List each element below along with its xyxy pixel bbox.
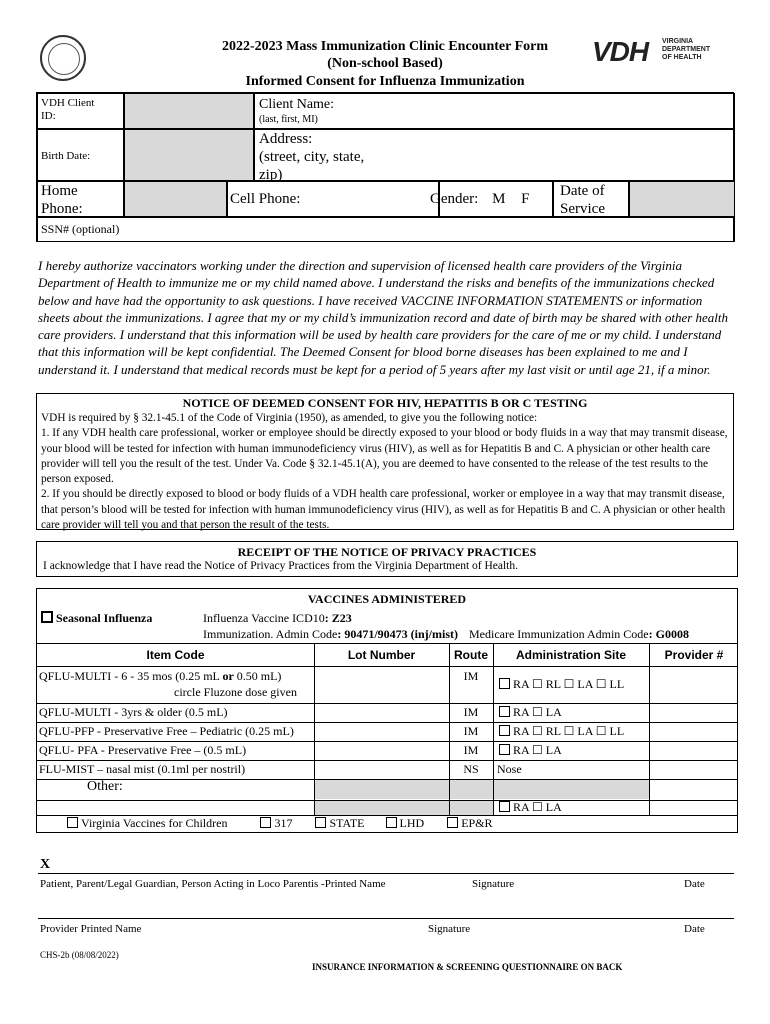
row-route: IM <box>463 669 479 683</box>
row-route: NS <box>463 762 479 776</box>
table-row: FLU-MIST – nasal mist (0.1ml per nostril) <box>39 762 246 776</box>
table-row: QFLU-MULTI - 3yrs & older (0.5 mL) <box>39 705 228 719</box>
vdh-logo: VDH <box>592 36 649 67</box>
row-site[interactable]: RA ☐ RL ☐ LA ☐ LL <box>499 677 624 692</box>
gender-field[interactable]: Gender: M F <box>439 181 553 217</box>
provider-date-label: Date <box>684 923 705 935</box>
row-site[interactable]: RA ☐ LA <box>499 743 562 758</box>
x-mark: X <box>40 857 51 872</box>
consent-paragraph: I hereby authorize vaccinators working under the direction and supervision of licensed health care providers of the Virginia Department of Health to immunize me or my child named above. I understand the risks and benefits of the immunizations checked below and have had the opportunity to ask questions. I have received VACCINE INFORMATION STATEMENTS or information sheets about the immunizations. I agree that my or my child’s immunization record and date of birth may be shared with other health care providers. I understand that this information will be used by health care providers for the care of me or my child. I understand that this information will be kept confidential. The Deemed Consent for blood borne diseases has been explained to me and I understand it. I understand that medical records must be kept for a period of 5 years after my last visit or until age 21, if a minor. <box>38 258 729 377</box>
deemed-consent-item-1: 1. If any VDH health care professional, worker or employee should be directly exposed to your blood or body fluids in a way that may transmit disease, your blood will be tested for infection with human immunodeficiency virus (HIV), as well as for Hepatitis B and C. A physician or other health care provider will tell you the result of the test. Under Va. Code § 32.1-45.1(A), you are deemed to have consented to the release of the test results to the person exposed. <box>41 427 728 486</box>
home-phone-label: Home Phone: <box>37 181 124 217</box>
other-site[interactable]: RA ☐ LA <box>499 800 562 815</box>
signature-label: Signature <box>472 878 515 890</box>
back-page-note: INSURANCE INFORMATION & SCREENING QUESTIONNAIRE ON BACK <box>312 962 623 972</box>
vfc-line[interactable]: Virginia Vaccines for Children 317 STATE LHD EP&R <box>67 816 493 831</box>
table-row: QFLU-MULTI - 6 - 35 mos (0.25 mL or 0.50 mL) <box>39 669 282 683</box>
provider-signature-line[interactable] <box>38 918 734 919</box>
col-item-code: Item Code <box>146 648 205 662</box>
date-of-service-field[interactable] <box>629 181 735 217</box>
date-of-service-label: Date of Service <box>553 181 629 217</box>
admin-code-line: Immunization. Admin Code: 90471/90473 (inj/mist) Medicare Immunization Admin Code: G0008 <box>203 627 689 641</box>
deemed-consent-heading: NOTICE OF DEEMED CONSENT FOR HIV, HEPATITIS B OR C TESTING <box>182 396 588 410</box>
client-id-field[interactable] <box>124 93 254 129</box>
vaccines-heading: VACCINES ADMINISTERED <box>307 592 467 606</box>
ssn-field[interactable]: SSN# (optional) <box>37 217 735 242</box>
checkbox-icon <box>41 611 53 623</box>
birth-date-field[interactable] <box>124 129 254 181</box>
row-site: Nose <box>497 762 522 776</box>
patient-signature-line[interactable] <box>38 873 734 874</box>
icd-line: Influenza Vaccine ICD10: Z23 <box>203 611 352 625</box>
privacy-text: I acknowledge that I have read the Notice of Privacy Practices from the Virginia Department of Health. <box>43 560 518 572</box>
seasonal-influenza-checkbox[interactable]: Seasonal Influenza <box>41 611 152 626</box>
cell-phone-field[interactable]: Cell Phone: <box>227 181 439 217</box>
vdh-logo-subtitle: VIRGINIA DEPARTMENT OF HEALTH <box>662 38 711 61</box>
privacy-heading: RECEIPT OF THE NOTICE OF PRIVACY PRACTICES <box>237 545 537 559</box>
col-provider: Provider # <box>664 648 724 662</box>
patient-info-grid <box>36 92 734 242</box>
address-field[interactable]: Address: (street, city, state, zip) <box>254 129 735 181</box>
deemed-consent-intro: VDH is required by § 32.1-45.1 of the Code of Virginia (1950), as amended, to give you the following notice: <box>41 412 538 424</box>
patient-printed-name-label: Patient, Parent/Legal Guardian, Person Acting in Loco Parentis -Printed Name <box>40 878 386 890</box>
client-id-label: VDH Client ID: <box>37 93 124 129</box>
deemed-consent-box <box>36 393 734 530</box>
form-title: 2022-2023 Mass Immunization Clinic Encounter Form <box>221 39 548 54</box>
form-id: CHS-2b (08/08/2022) <box>40 950 119 960</box>
provider-signature-label: Signature <box>428 923 471 935</box>
deemed-consent-item-2: 2. If you should be directly exposed to blood or body fluids of a VDH health care professional, worker or employee in a way that may transmit disease, that person’s blood will be tested for infection with human immunodeficiency virus (HIV), as well as for Hepatitis B and C. A physician or other health care provider will tell you and that person the result of the tests. <box>41 488 726 532</box>
table-row: QFLU-PFP - Preservative Free – Pediatric (0.25 mL) <box>39 724 294 738</box>
form-subtitle: (Non-school Based) <box>327 56 443 71</box>
client-name-field[interactable]: Client Name: (last, first, MI) <box>254 93 735 129</box>
birth-date-label: Birth Date: <box>37 129 124 181</box>
date-label: Date <box>684 878 705 890</box>
home-phone-field[interactable] <box>124 181 227 217</box>
row-route: IM <box>463 743 479 757</box>
form-consent-title: Informed Consent for Influenza Immunization <box>245 74 525 89</box>
virginia-seal-icon <box>40 35 86 81</box>
privacy-box <box>36 541 738 577</box>
col-admin-site: Administration Site <box>515 648 626 662</box>
col-route: Route <box>454 648 488 662</box>
table-row: QFLU- PFA - Preservative Free – (0.5 mL) <box>39 743 247 757</box>
col-lot-number: Lot Number <box>347 648 416 662</box>
other-label: Other: <box>87 779 123 794</box>
row-route: IM <box>463 705 479 719</box>
row-site[interactable]: RA ☐ LA <box>499 705 562 720</box>
row-route: IM <box>463 724 479 738</box>
row-site[interactable]: RA ☐ RL ☐ LA ☐ LL <box>499 724 624 739</box>
row-note: circle Fluzone dose given <box>174 685 297 699</box>
provider-printed-name-label: Provider Printed Name <box>40 923 142 935</box>
vaccines-table <box>36 588 738 833</box>
